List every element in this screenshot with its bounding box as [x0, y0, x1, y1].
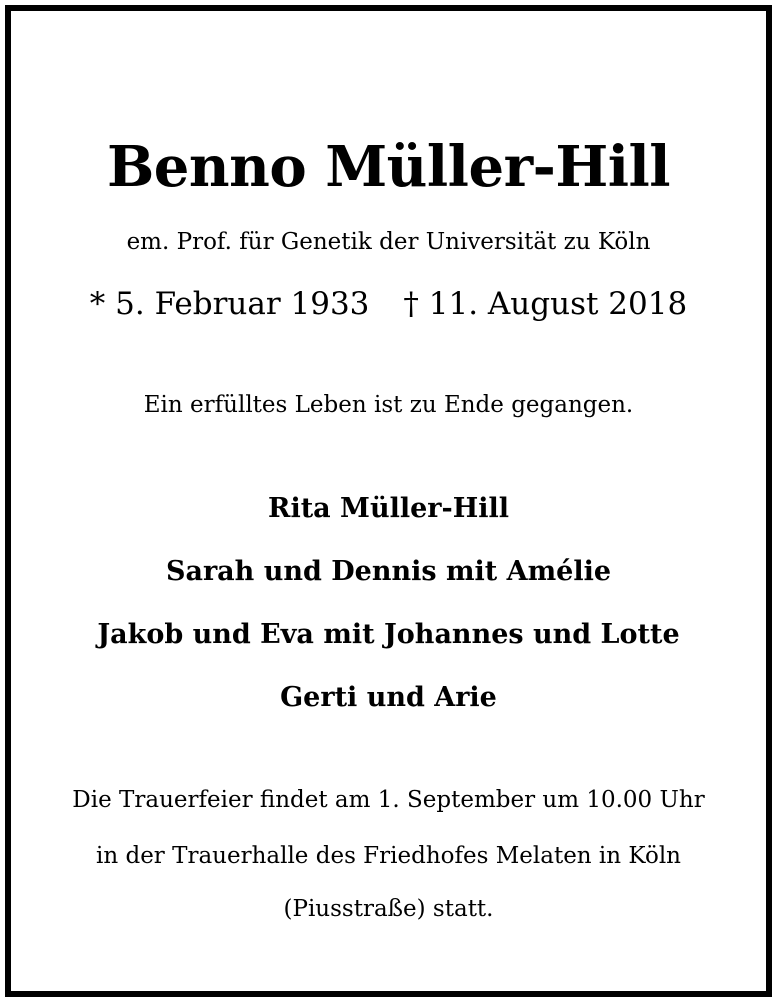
- mourner-line: Gerti und Arie: [280, 682, 497, 713]
- birth-date: * 5. Februar 1933: [89, 286, 370, 322]
- mourner-line: Sarah und Dennis mit Amélie: [165, 556, 612, 587]
- funeral-info-line: Die Trauerfeier findet am 1. September um 10.00 Uhr: [72, 787, 705, 813]
- deceased-title: em. Prof. für Genetik der Universität zu Köln: [126, 229, 651, 255]
- death-date: † 11. August 2018: [403, 286, 688, 322]
- funeral-info-line: (Piusstraße) statt.: [283, 896, 494, 922]
- deceased-name: Benno Müller-Hill: [106, 134, 671, 200]
- funeral-info-line: in der Trauerhalle des Friedhofes Melaten in Köln: [95, 843, 681, 869]
- life-dates: [11, 286, 766, 322]
- obituary-notice: [5, 5, 772, 997]
- motto-text: Ein erfülltes Leben ist zu Ende gegangen.: [143, 392, 634, 418]
- mourner-line: Rita Müller-Hill: [268, 493, 509, 524]
- mourner-line: Jakob und Eva mit Johannes und Lotte: [97, 619, 680, 650]
